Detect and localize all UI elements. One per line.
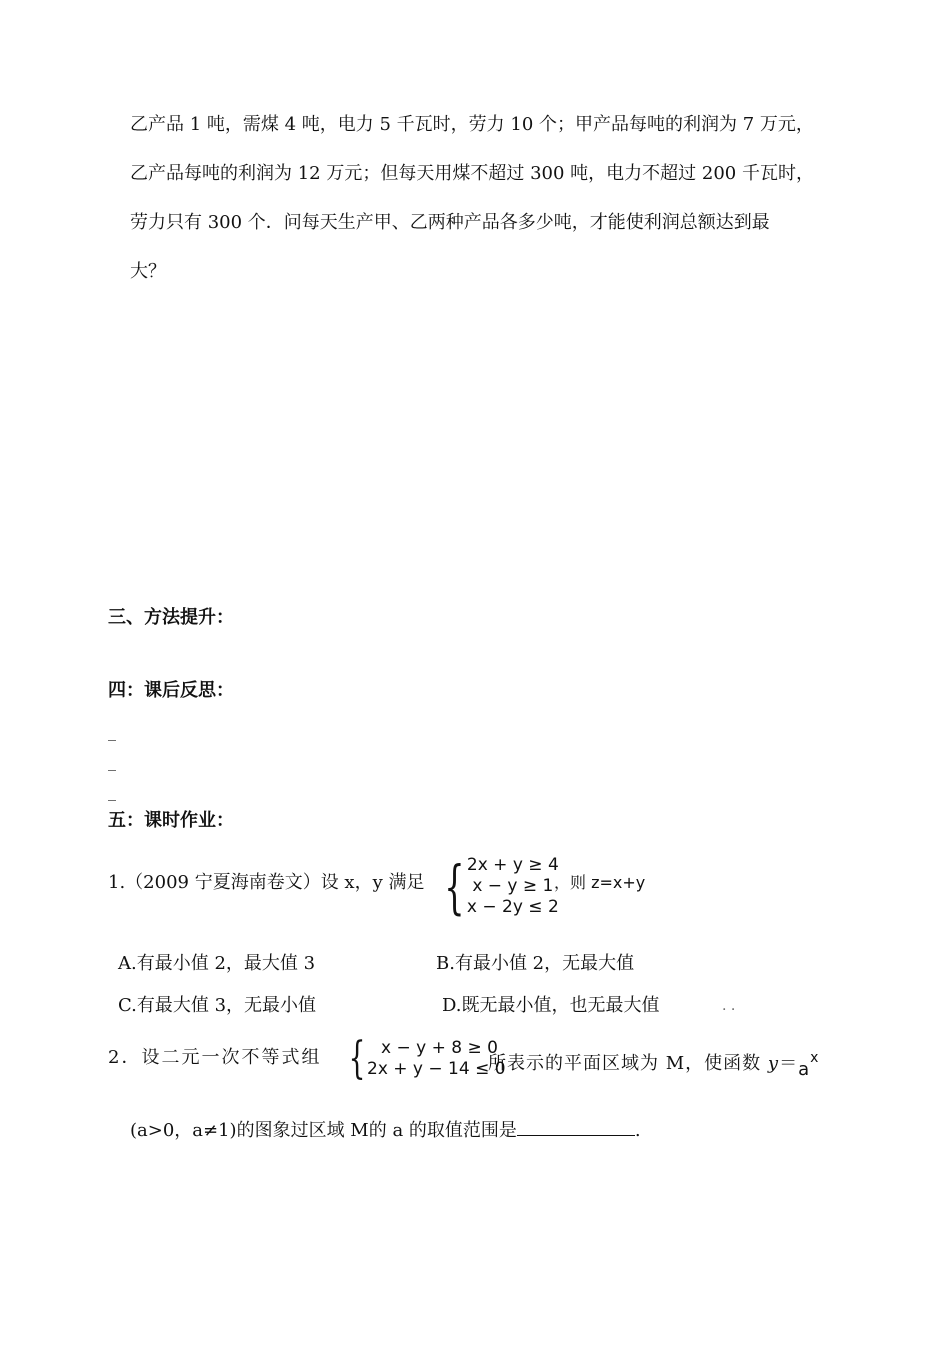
q1-option-c: C.有最大值 3，无最小值 (118, 995, 317, 1016)
q2-middle-text: 所表示的平面区域为 M，使函数 (488, 1053, 762, 1074)
q1-suffix: ，则 z=x+y (554, 873, 646, 892)
q2-func-exp: x (810, 1050, 820, 1066)
q2-inequality-1: x − y + 8 ≥ 0 (381, 1038, 498, 1058)
q1-option-d: D.既无最小值，也无最大值 (442, 995, 660, 1016)
q1-inequality-1: 2x + y ≥ 4 (466, 855, 559, 875)
q2-line2-suffix: . (634, 1120, 641, 1141)
section-reflection-heading: 四：课后反思： (108, 680, 234, 701)
q1-brace: { (444, 852, 465, 921)
q2-brace: { (348, 1033, 366, 1084)
reflection-blank-3: _ (108, 782, 116, 801)
q1-option-a: A.有最小值 2，最大值 3 (118, 953, 316, 974)
q1-option-b: B.有最小值 2，无最大值 (436, 953, 635, 974)
problem-line-3: 劳力只有 300 个．问每天生产甲、乙两种产品各多少吨，才能使利润总额达到最 (130, 212, 770, 233)
section-homework-heading: 五：课时作业： (108, 810, 234, 831)
q2-line2-prefix: (a>0，a≠1)的图象过区域 M的 a 的取值范围是 (130, 1120, 517, 1141)
q2-inequality-2: 2x + y − 14 ≤ 0 (367, 1059, 506, 1079)
q2-middle (488, 1046, 820, 1080)
q1-marks: . . (722, 998, 736, 1014)
reflection-blank-1: _ (108, 722, 116, 741)
q2-line2 (130, 1117, 641, 1143)
q2-answer-blank[interactable] (517, 1117, 635, 1136)
q2-inequality-system (343, 1033, 506, 1084)
problem-line-4: 大？ (130, 261, 166, 282)
q2-func-y: y (767, 1053, 780, 1074)
section-method-heading: 三、方法提升： (108, 607, 234, 628)
problem-line-1: 乙产品 1 吨，需煤 4 吨，电力 5 千瓦时，劳力 10 个；甲产品每吨的利润为 7 万元， (130, 114, 814, 135)
q1-inequality-3: x − 2y ≤ 2 (466, 897, 559, 917)
q1-prefix: 1.（2009 宁夏海南卷文）设 x，y 满足 (108, 872, 425, 893)
q1-inequality-system (436, 852, 559, 921)
q1-inequality-2: x − y ≥ 1 (472, 876, 554, 896)
problem-line-2: 乙产品每吨的利润为 12 万元；但每天用煤不超过 300 吨，电力不超过 200 千瓦时， (130, 163, 814, 184)
q2-func-base: a (798, 1059, 811, 1080)
q2-func-eq: ＝ (779, 1053, 799, 1074)
reflection-blank-2: _ (108, 752, 116, 771)
q2-prefix: 2．设二元一次不等式组 (108, 1047, 322, 1068)
